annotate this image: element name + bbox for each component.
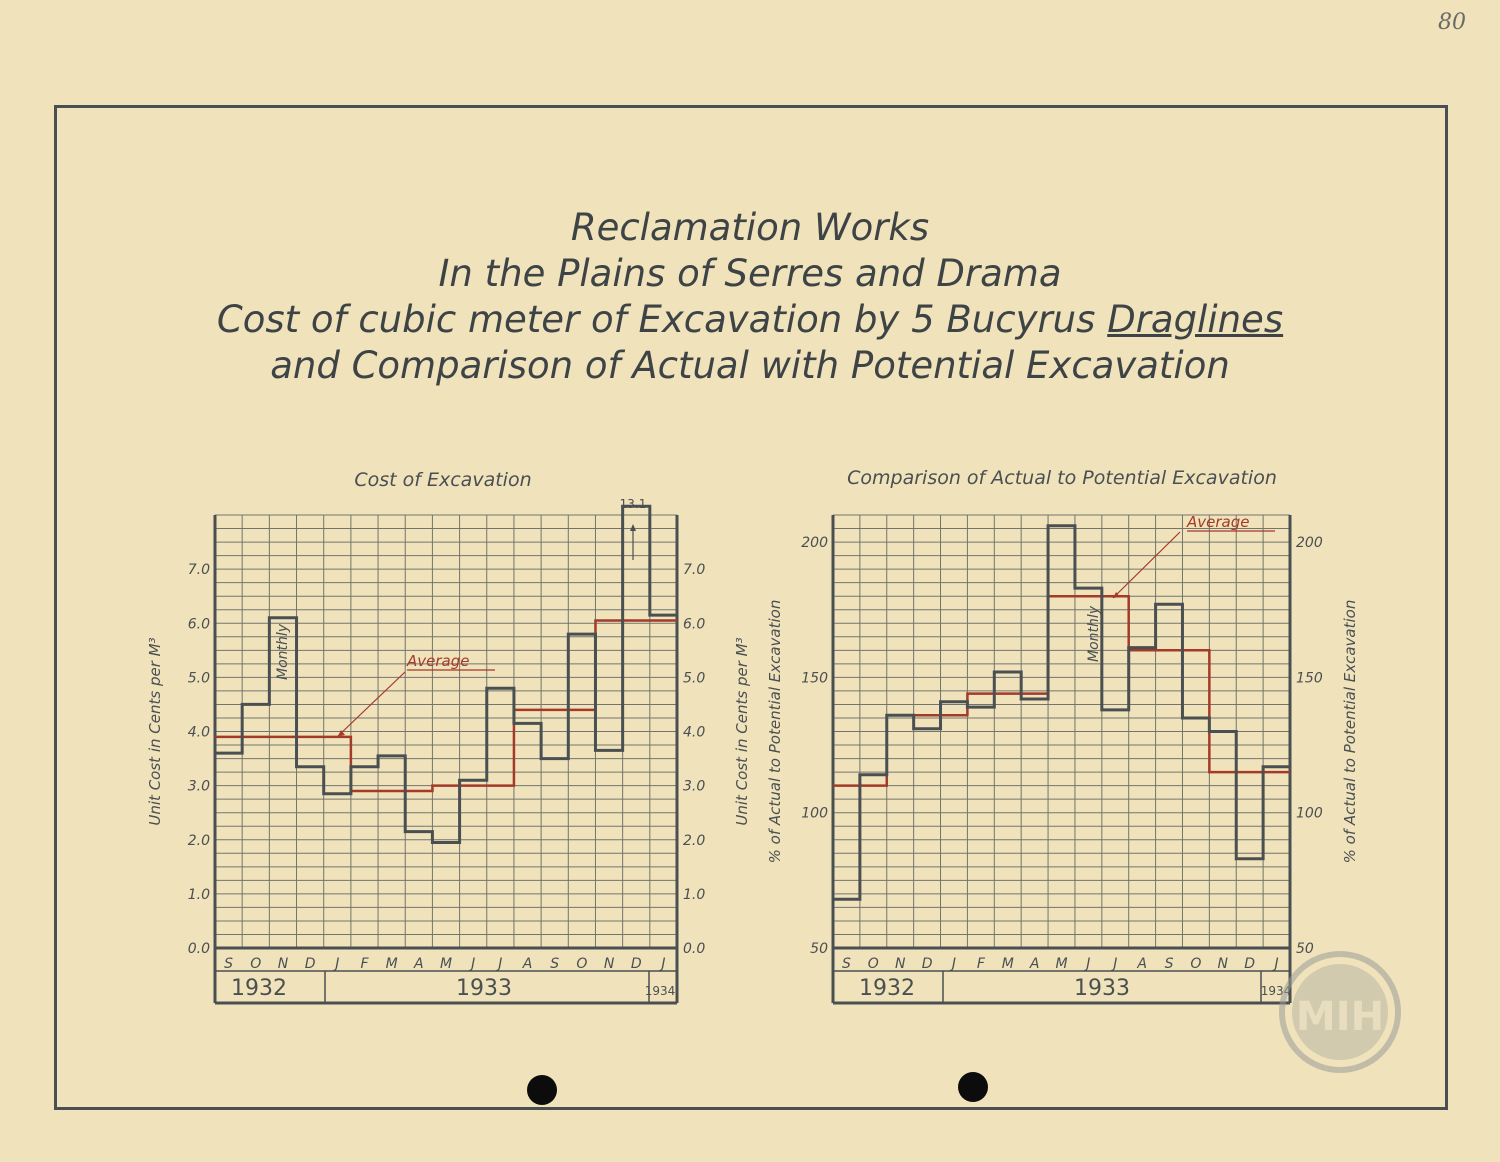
stamp-text: ΜΙΗ (1295, 994, 1385, 1040)
page-number: 80 (1438, 10, 1466, 35)
y-axis-label-right: % of Actual to Potential Excavation (1341, 599, 1359, 864)
y-tick-left: 50 (810, 941, 828, 957)
month-label: N (603, 956, 615, 972)
y-tick-left: 1.0 (187, 886, 210, 903)
month-label: F (360, 956, 369, 972)
month-label: J (1274, 956, 1279, 972)
month-label: F (976, 956, 985, 972)
stamp-seal (1278, 950, 1402, 1074)
y-tick-left: 100 (801, 805, 828, 822)
month-label: D (304, 956, 316, 972)
y-tick-right: 4.0 (683, 724, 706, 741)
monthly-label: Monthly (275, 623, 291, 680)
month-label: N (894, 956, 906, 972)
y-tick-right: 1.0 (683, 886, 706, 903)
month-label: S (550, 956, 560, 972)
year-label: 1934 (644, 984, 676, 998)
y-tick-left: 4.0 (187, 724, 210, 741)
chart-title: Cost of Excavation (354, 469, 532, 491)
title-line-3: Cost of cubic meter of Excavation by 5 Bucyrus (216, 298, 1096, 341)
month-label: A (522, 956, 533, 972)
year-label: 1932 (859, 976, 915, 1001)
y-tick-left: 3.0 (187, 778, 210, 795)
month-label: A (1029, 956, 1040, 972)
month-label: N (1217, 956, 1229, 972)
month-label: N (277, 956, 289, 972)
average-label: Average (407, 652, 470, 670)
y-tick-left: 6.0 (187, 616, 210, 633)
off-scale-label: 13.1 (619, 497, 647, 511)
month-label: A (1137, 956, 1147, 972)
month-label: J (1113, 956, 1118, 972)
y-tick-right: 5.0 (683, 670, 706, 687)
month-label: J (471, 956, 476, 972)
y-tick-left: 200 (801, 535, 828, 552)
y-tick-left: 5.0 (187, 670, 210, 687)
y-tick-right: 50 (1296, 941, 1314, 957)
year-label: 1934 (1260, 984, 1292, 998)
title-underlined-word: Draglines (1107, 298, 1284, 341)
y-tick-right: 100 (1296, 805, 1323, 822)
y-tick-right: 0.0 (683, 941, 706, 957)
year-label: 1932 (231, 976, 287, 1001)
month-label: M (1001, 956, 1014, 972)
month-label: O (250, 956, 262, 972)
month-label: M (1055, 956, 1068, 972)
y-tick-left: 0.0 (187, 941, 210, 957)
month-label: D (630, 956, 642, 972)
month-label: M (385, 956, 398, 972)
month-label: O (576, 956, 588, 972)
month-label: A (414, 956, 424, 972)
month-label: S (224, 956, 234, 972)
month-label: O (1190, 956, 1202, 972)
month-label: O (867, 956, 879, 972)
title-line-2: In the Plains of Serres and Drama (438, 252, 1062, 295)
title-line-4: and Comparison of Actual with Potential Excavation (270, 344, 1230, 387)
title-line-1: Reclamation Works (570, 206, 930, 249)
chart-title: Comparison of Actual to Potential Excavation (847, 467, 1277, 489)
month-label: S (841, 956, 851, 972)
month-label: S (1164, 956, 1174, 972)
month-label: J (335, 956, 340, 972)
y-tick-left: 150 (801, 670, 828, 687)
y-tick-right: 150 (1296, 670, 1323, 687)
y-axis-label-left: Unit Cost in Cents per M³ (146, 637, 164, 826)
month-label: J (1086, 956, 1091, 972)
y-tick-right: 2.0 (683, 832, 706, 849)
y-tick-left: 2.0 (187, 832, 210, 849)
y-tick-left: 7.0 (187, 562, 210, 579)
month-label: J (951, 956, 957, 972)
y-tick-right: 7.0 (683, 562, 706, 579)
month-label: D (1244, 956, 1256, 972)
month-label: D (921, 956, 933, 972)
y-axis-label-right: Unit Cost in Cents per M³ (733, 637, 751, 826)
monthly-label: Monthly (1086, 605, 1102, 662)
punch-hole-right (958, 1072, 988, 1102)
year-label: 1933 (1074, 976, 1130, 1001)
y-tick-right: 3.0 (683, 778, 706, 795)
year-label: 1933 (456, 976, 512, 1001)
average-label: Average (1187, 513, 1250, 531)
y-axis-label-left: % of Actual to Potential Excavation (766, 599, 784, 864)
monthly-series-line (833, 526, 1290, 900)
month-label: M (439, 956, 453, 972)
punch-hole-left (527, 1075, 557, 1105)
month-label: J (661, 956, 666, 972)
month-label: J (498, 956, 503, 972)
y-tick-right: 6.0 (683, 616, 706, 633)
y-tick-right: 200 (1296, 535, 1323, 552)
